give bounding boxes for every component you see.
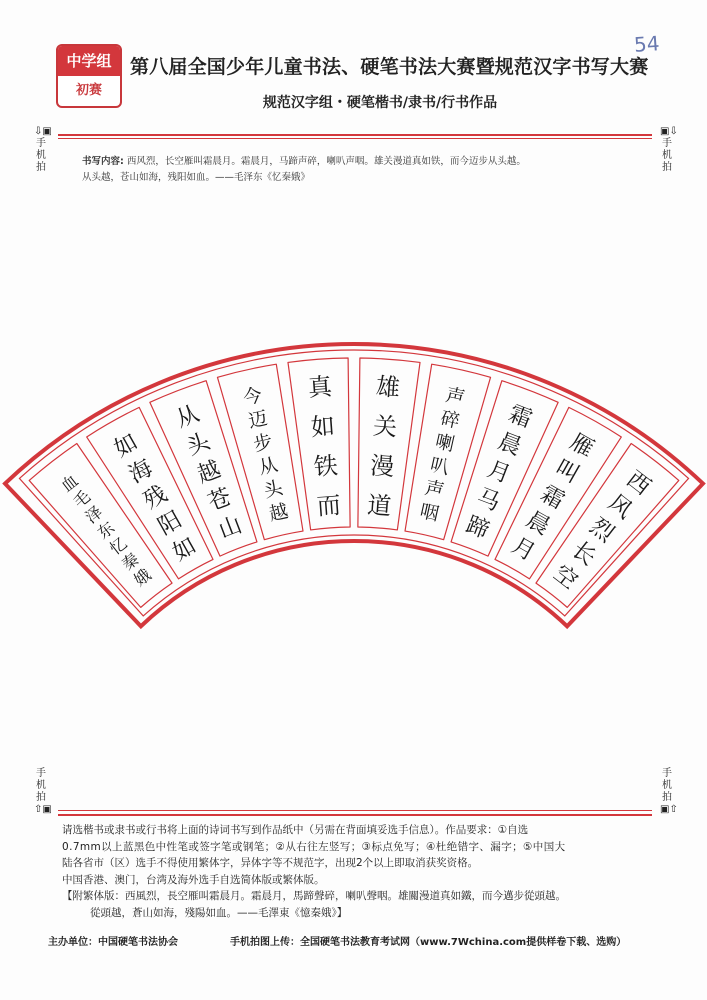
fan-character: 忆: [106, 533, 131, 559]
photo-char: 拍: [36, 792, 46, 803]
fan-character: 霜: [505, 400, 536, 434]
fan-character: 烈: [585, 513, 619, 548]
badge-group-label: 中学组: [58, 46, 120, 76]
fan-character: 头: [183, 428, 214, 461]
content-line-1: 西风烈，长空雁叫霜晨月。霜晨月，马蹄声碎，喇叭声咽。雄关漫道真如铁，而今迈步从头越。: [126, 156, 526, 167]
fan-character: 山: [215, 511, 246, 545]
fan-character: 晨: [494, 428, 525, 461]
fan-character: 海: [124, 454, 158, 489]
fan-character: 如: [109, 428, 143, 463]
fan-character: 铁: [312, 451, 339, 482]
req-line-2: 0.7mm以上蓝黑色中性笔或签字笔或钢笔；②从右往左竖写；③标点免写；④杜绝错字、漏字；⑤中国大: [62, 840, 566, 853]
fan-character: 马: [473, 483, 504, 517]
req-line-4: 中国香港、澳门，台湾及海外选手自选简体版或繁体版。: [62, 873, 325, 886]
camera-icon: ▣⇩: [660, 126, 678, 137]
fan-character: 娥: [130, 564, 155, 590]
fan-character: 道: [366, 491, 393, 521]
fan-character: 漫: [369, 451, 396, 482]
fan-character: 叫: [550, 454, 584, 489]
fan-character: 头: [262, 477, 286, 503]
req-line-1: 请选楷书或隶书或行书将上面的诗词书写到作品纸中（另需在背面填妥选手信息）。作品要求：①自选: [62, 824, 529, 836]
fan-character: 风: [603, 489, 638, 525]
fan-outer-border: [5, 344, 703, 626]
photo-marker-bottom-right: [660, 768, 678, 816]
fan-character: 月: [483, 456, 515, 489]
fan-character: 喇: [433, 431, 457, 456]
fan-character: 空: [548, 560, 583, 595]
fan-character: 秦: [118, 549, 143, 575]
fan-character: 咽: [417, 501, 441, 526]
photo-char: 手: [36, 768, 46, 779]
fan-character: 碎: [438, 408, 462, 433]
camera-icon: ▣⇧: [660, 804, 678, 815]
fan-character: 月: [507, 532, 540, 567]
fan-character: 毛: [69, 486, 94, 512]
req-line-3: 陆各省市（区）选手不得使用繁体字，异体字等不规范字，出现2个以上即取消获奖资格。: [62, 857, 479, 869]
fan-inner-border: [19, 350, 688, 616]
fan-character: 从: [172, 400, 203, 434]
bottom-rule: [58, 814, 652, 816]
fan-shape: [5, 344, 703, 626]
fan-character: 雄: [374, 372, 401, 403]
photo-char: 手: [36, 138, 46, 149]
fan-character: 声: [443, 384, 467, 410]
photo-char: 机: [662, 780, 672, 791]
fan-character: 叭: [428, 454, 452, 480]
fan-character: 晨: [521, 506, 555, 541]
photo-char: 机: [36, 150, 46, 161]
fan-character: 雁: [565, 428, 599, 463]
fan-character: 今: [241, 384, 265, 410]
upload-info-text: 手机拍图上传：全国硬笔书法教育考试网（www.7Wchina.com提供样卷下载、选购）: [230, 937, 627, 948]
camera-icon: ⇧▣: [34, 804, 52, 815]
fan-character: 如: [168, 532, 201, 567]
fan-character: 西: [621, 466, 656, 501]
photo-char: 手: [662, 768, 672, 779]
fan-character: 霜: [536, 480, 569, 515]
fan-character: 残: [139, 480, 172, 515]
photo-marker-bottom-left: [34, 768, 52, 816]
photo-char: 手: [662, 138, 672, 149]
fan-character: 血: [57, 470, 82, 496]
requirements-text: [62, 822, 652, 921]
fan-character: 而: [315, 491, 342, 521]
camera-icon: ⇩▣: [34, 126, 52, 137]
fan-character: 东: [93, 517, 119, 543]
photo-char: 拍: [662, 792, 672, 803]
fan-calligraphy: [57, 372, 655, 594]
badge-round-label: 初赛: [75, 83, 102, 98]
handwritten-page-number: 54: [633, 31, 661, 57]
photo-char: 机: [36, 780, 46, 791]
fan-character: 蹄: [462, 511, 493, 545]
fan-character: 越: [193, 456, 225, 489]
photo-char: 拍: [662, 162, 672, 173]
content-line-2: 从头越，苍山如海，残阳如血。——毛泽东《忆秦娥》: [82, 172, 311, 183]
req-line-6: 從頭越，蒼山如海，殘陽如血。——毛澤東《憶秦娥》】: [90, 906, 348, 919]
fan-character: 苍: [204, 483, 235, 517]
fan-character: 声: [422, 477, 446, 503]
fan-character: 长: [566, 536, 601, 572]
bottom-rule-thin: [58, 810, 652, 811]
page-title: 第八届全国少年儿童书法、硬笔书法大赛暨规范汉字书写大赛: [130, 56, 649, 78]
fan-character: 步: [251, 431, 275, 456]
req-line-5: 【附繁体版：西風烈，長空雁叫霜晨月。霜晨月，馬蹄聲碎，喇叭聲咽。雄關漫道真如鐵，而今邁步從頭越。: [62, 890, 566, 902]
fan-character: 阳: [153, 506, 187, 541]
fan-character: 迈: [246, 408, 270, 433]
fan-character: 真: [307, 372, 334, 403]
fan-character: 越: [267, 501, 291, 526]
organizer-text: 主办单位：中国硬笔书法协会: [48, 937, 178, 948]
content-label: 书写内容:: [82, 156, 124, 167]
fan-character: 如: [309, 411, 336, 442]
photo-char: 机: [662, 150, 672, 161]
fan-character: 泽: [81, 502, 107, 528]
photo-char: 拍: [36, 162, 46, 173]
fan-character: 关: [372, 411, 399, 442]
fan-character: 从: [256, 454, 280, 480]
page-subtitle: 规范汉字组・硬笔楷书/隶书/行书作品: [262, 95, 498, 111]
